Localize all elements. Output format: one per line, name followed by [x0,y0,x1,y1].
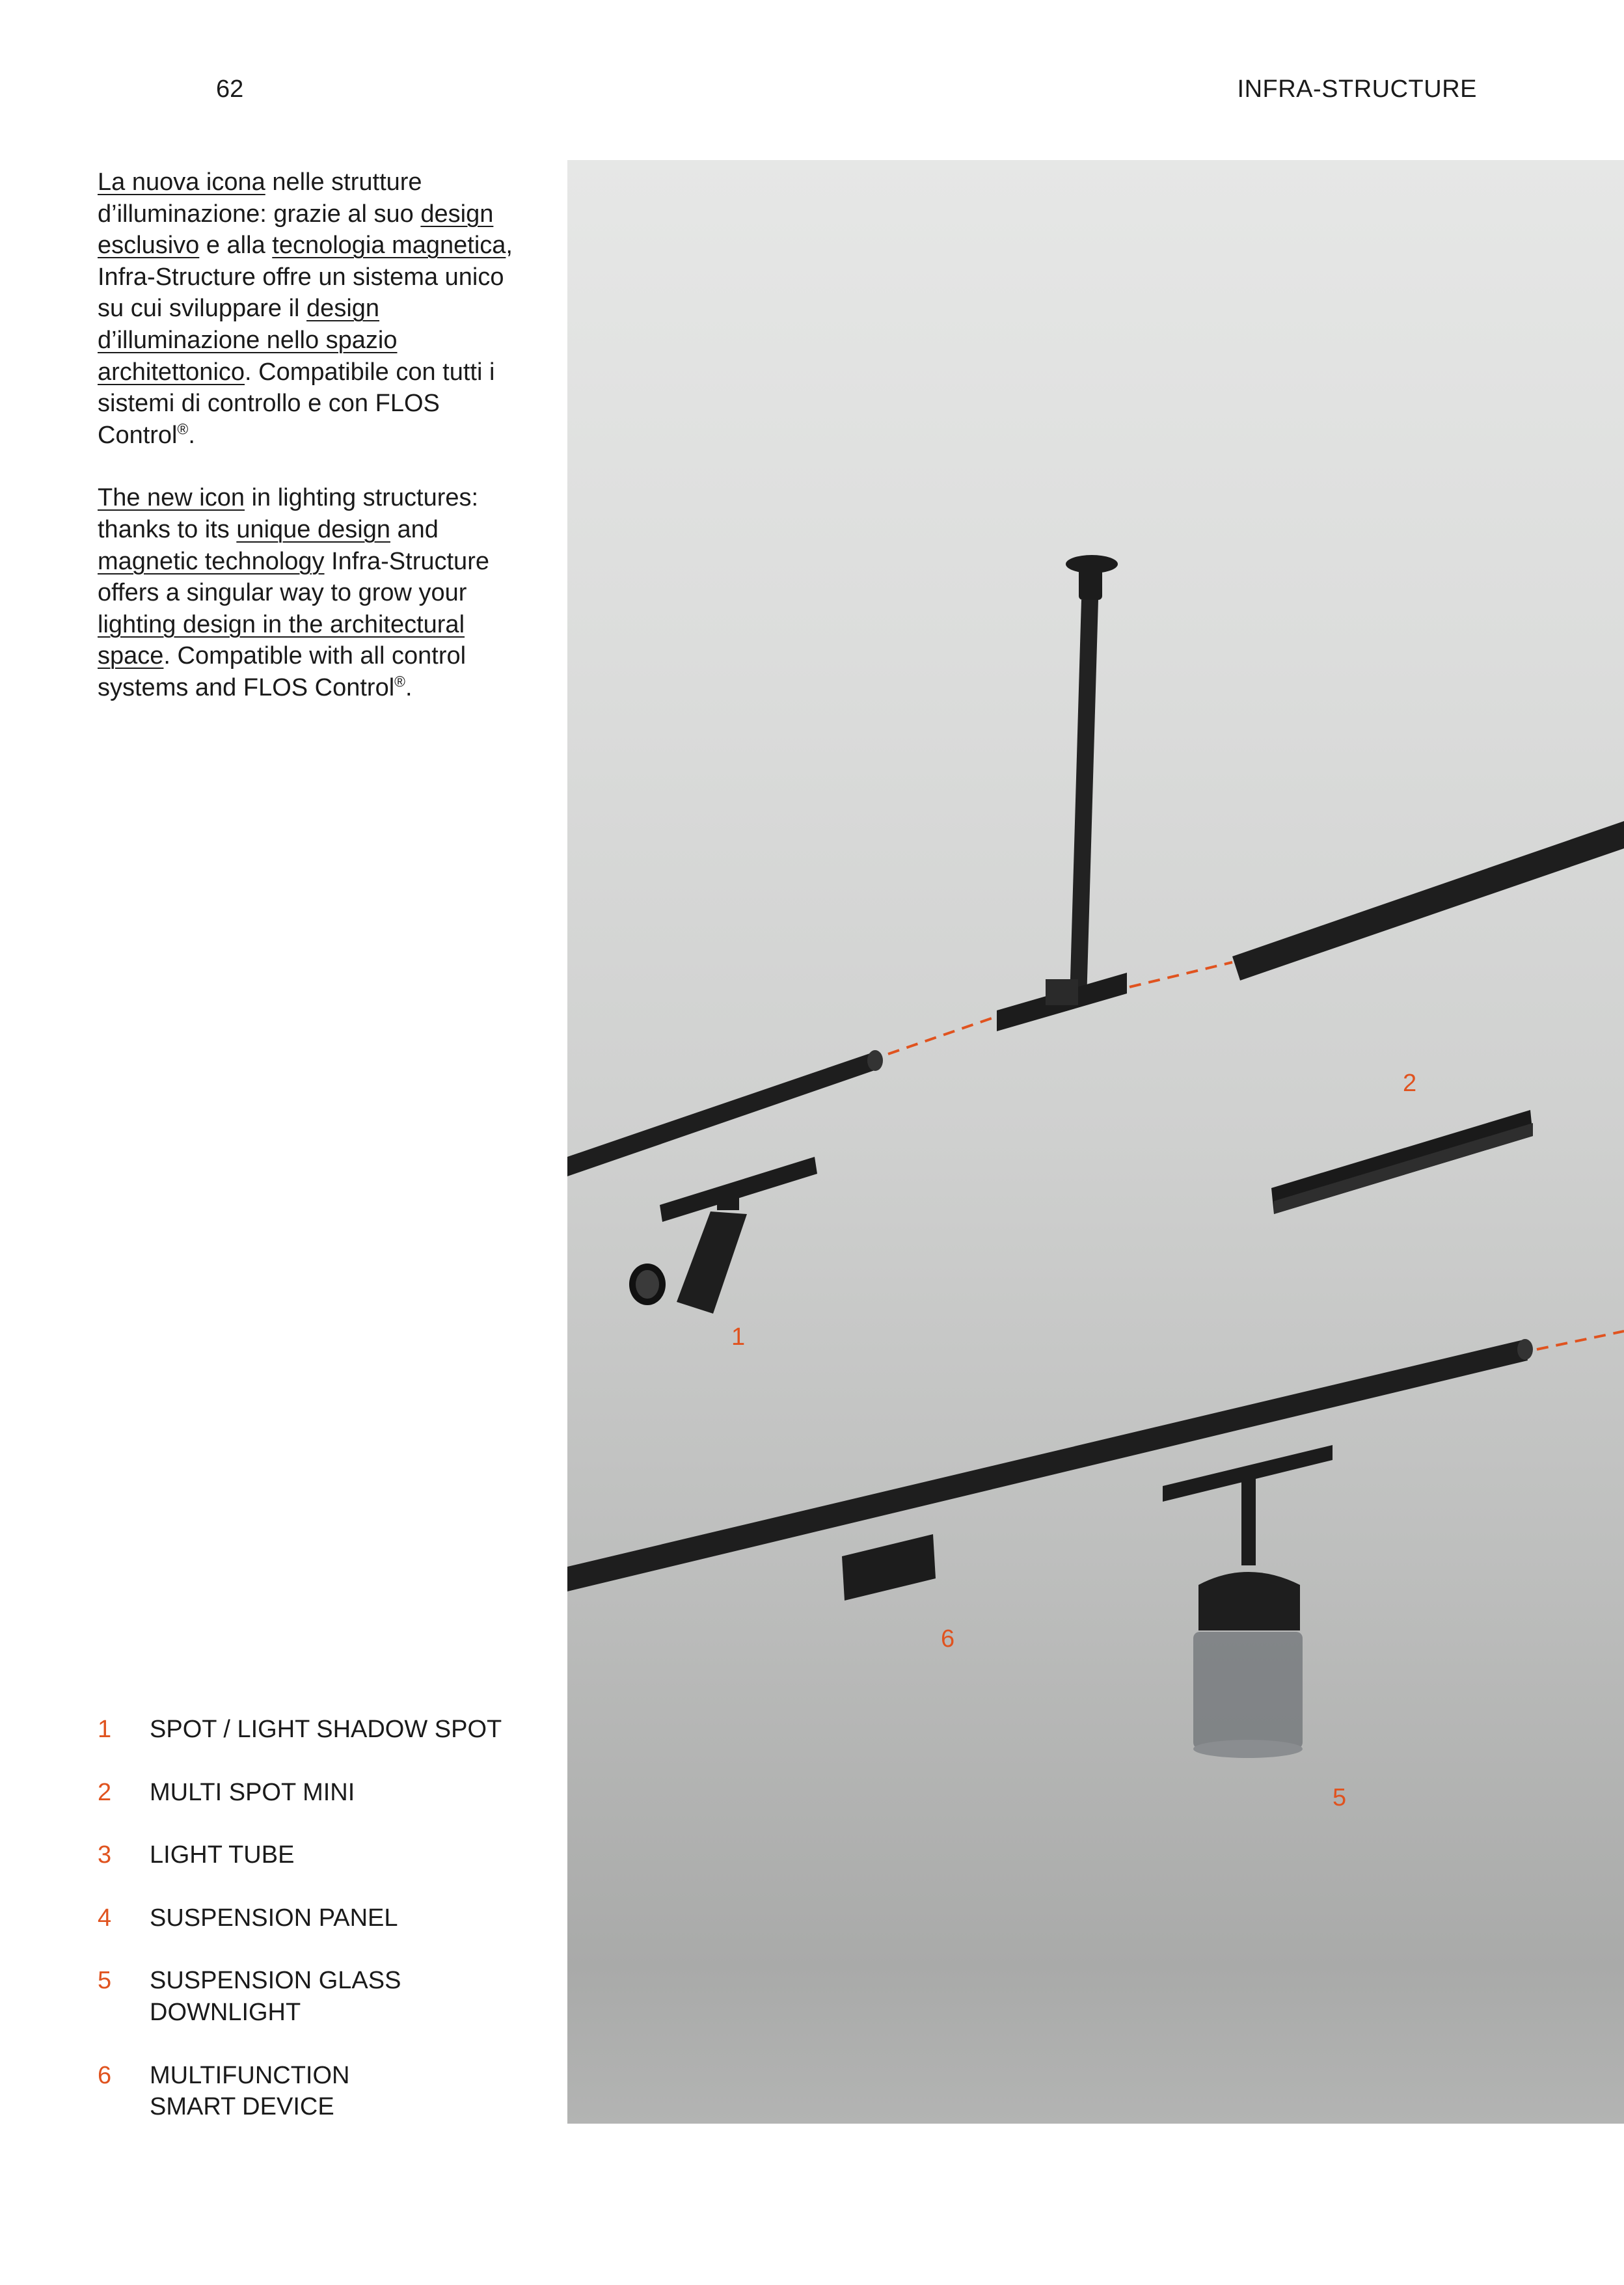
intro-en-text-2: and [390,515,439,543]
page-number: 62 [216,75,244,103]
legend-item [98,2060,553,2123]
intro-en-link-4: lighting design in the architectural space [98,610,465,670]
suspension-rod [1070,600,1098,1001]
intro-it-text-1: nelle strutture d’illuminazione: grazie al suo [98,169,422,228]
connector-block [1046,979,1078,1005]
intro-en-link-3: magnetic technology [98,547,325,575]
spot-arm [717,1188,739,1210]
intro-paragraph-english [98,482,527,703]
rail-end-cap [867,1050,883,1071]
section-title: INFRA-STRUCTURE [1237,75,1477,103]
intro-en-end: . [405,673,413,701]
connection-line [1130,962,1232,987]
smart-device [842,1534,936,1601]
intro-it-text-4: . Compatibile con tutti i sistemi di controllo e con FLOS Control [98,358,495,449]
legend-item [98,1965,553,2028]
legend-number: 5 [98,1967,112,1995]
legend-item [98,1839,553,1871]
legend-label: SUSPENSION PANEL [150,1904,398,1932]
legend-label: MULTI SPOT MINI [150,1778,355,1806]
product-legend [98,1714,553,2154]
legend-item [98,1902,553,1934]
legend-label: SPOT / LIGHT SHADOW SPOT [150,1716,502,1743]
downlight-rim [1193,1740,1303,1758]
photo-callout: 2 [1403,1070,1417,1097]
track-rail-left [567,1053,878,1176]
photo-callout: 5 [1333,1784,1347,1811]
product-photo [567,160,1624,2124]
track-rail-upper-right [1232,821,1624,980]
lighting-system-illustration [567,160,1624,2124]
intro-text [98,167,527,735]
spot-lens-inner [636,1270,659,1299]
intro-en-text-3: Infra-Structure offers a singular way to grow your [98,547,489,607]
photo-callout: 1 [731,1323,746,1351]
intro-it-link-4: design d’illuminazione nello spazio architettonico [98,295,398,386]
legend-item [98,1714,553,1746]
intro-it-text-2: e alla [199,232,273,260]
spot-body [677,1211,747,1314]
legend-label: LIGHT TUBE [150,1841,295,1869]
legend-item [98,1777,553,1809]
ceiling-mount [1079,564,1102,600]
legend-number: 2 [98,1778,112,1806]
intro-it-link-1: La nuova icona [98,169,265,196]
legend-number: 3 [98,1841,112,1869]
photo-callout: 6 [941,1625,955,1653]
downlight-head [1198,1572,1300,1630]
multi-spot-mini-face [1274,1123,1533,1214]
intro-en-link-1: The new icon [98,484,245,512]
intro-it-text-3: , Infra-Structure offre un sistema unico su cui sviluppare il [98,232,513,323]
legend-label: SUSPENSION GLASS DOWNLIGHT [150,1967,401,2026]
intro-en-text-1: in lighting structures: thanks to its [98,484,479,543]
intro-it-link-2: design esclusivo [98,200,494,260]
legend-number: 6 [98,2061,112,2089]
registered-mark: ® [177,420,189,438]
downlight-stem [1241,1468,1256,1565]
legend-number: 1 [98,1716,112,1743]
registered-mark: ® [394,673,405,690]
intro-en-link-2: unique design [236,515,390,543]
intro-it-end: . [188,421,195,449]
legend-number: 4 [98,1904,112,1932]
rail-end-cap [1517,1339,1533,1360]
connection-line [888,1018,994,1054]
track-rail-lower [567,1340,1528,1591]
legend-label: MULTIFUNCTION SMART DEVICE [150,2061,350,2121]
intro-en-text-4: . Compatible with all control systems and FLOS Control [98,642,467,701]
downlight-glass [1193,1632,1303,1749]
intro-paragraph-italian [98,167,527,451]
intro-it-link-3: tecnologia magnetica [272,232,506,260]
connection-line [1537,1331,1624,1349]
